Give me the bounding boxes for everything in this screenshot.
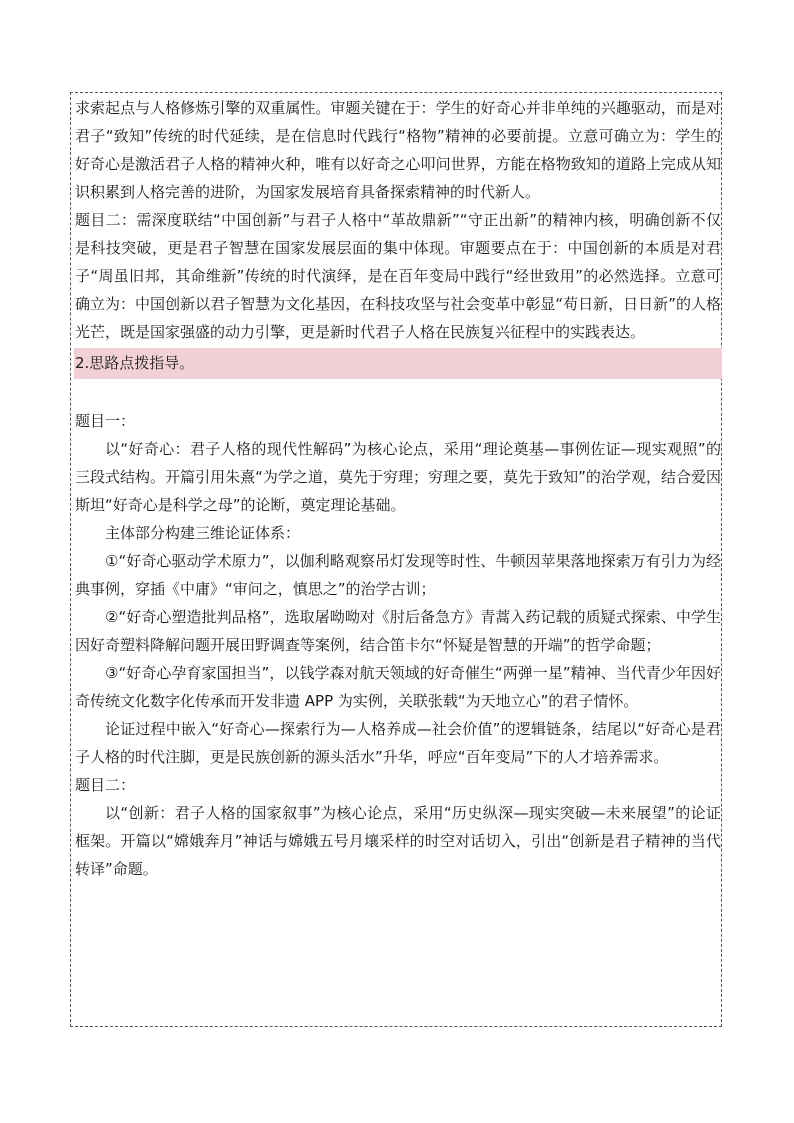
topic1-paragraph: 论证过程中嵌入“好奇心—探索行为—人格养成—社会价值”的逻辑链条，结尾以“好奇心是君子人格的时代注脚，更是民族创新的源头活水”升华，呼应“百年变局”下的人才培养需求。 xyxy=(75,720,721,766)
section-heading: 2.思路点拨指导。 xyxy=(75,354,195,372)
topic1-paragraph: 以“好奇心：君子人格的现代性解码”为核心论点，采用“理论奠基—事例佐证—现实观照”的三段式结构。开篇引用朱熹“为学之道，莫先于穷理；穷理之要，莫先于致知”的治学观，结合爱因斯坦“好奇心是科学之母”的论断，奠定理论基础。 xyxy=(75,440,721,514)
topic1-paragraph: 主体部分构建三维论证体系： xyxy=(105,524,301,542)
topic2-label: 题目二： xyxy=(75,776,136,794)
topic1-label: 题目一： xyxy=(75,412,136,430)
intent-paragraph-topic2: 题目二：需深度联结“中国创新”与君子人格中“革故鼎新”“守正出新”的精神内核，明确创新不仅是科技突破，更是君子智慧在国家发展层面的集中体现。审题要点在于：中国创新的本质是对君子“周虽旧邦，其命维新”传统的时代演绎，是在百年变局中践行“经世致用”的必然选择。立意可确立为：中国创新以君子智慧为文化基因，在科技攻坚与社会变革中彰显“苟日新，日日新”的人格光芒，既是国家强盛的动力引擎，更是新时代君子人格在民族复兴征程中的实践表达。 xyxy=(75,211,721,341)
intent-paragraph-topic1: 求索起点与人格修炼引擎的双重属性。审题关键在于：学生的好奇心并非单纯的兴趣驱动，而是对君子“致知”传统的时代延续，是在信息时代践行“格物”精神的必要前提。立意可确立为：学生的好奇心是激活君子人格的精神火种，唯有以好奇之心叩问世界，方能在格物致知的道路上完成从知识积累到人格完善的进阶，为国家发展培育具备探索精神的时代新人。 xyxy=(75,99,721,201)
topic1-paragraph: ②“好奇心塑造批判品格”，选取屠呦呦对《肘后备急方》青蒿入药记载的质疑式探索、中学生因好奇塑料降解问题开展田野调查等案例，结合笛卡尔“怀疑是智慧的开端”的哲学命题； xyxy=(75,608,721,654)
document-content xyxy=(75,94,721,883)
section-heading-band xyxy=(74,348,722,379)
blank-line xyxy=(75,383,721,407)
topic1-paragraph: ①“好奇心驱动学术原力”，以伽利略观察吊灯发现等时性、牛顿因苹果落地探索万有引力为经典事例，穿插《中庸》“审问之，慎思之”的治学古训； xyxy=(75,552,721,598)
topic1-paragraph: ③“好奇心孕育家国担当”，以钱学森对航天领域的好奇催生“两弹一星”精神、当代青少年因好奇传统文化数字化传承而开发非遗 APP 为实例，关联张载“为天地立心”的君子情怀。 xyxy=(75,664,721,710)
topic2-paragraph: 以“创新：君子人格的国家叙事”为核心论点，采用“历史纵深—现实突破—未来展望”的论证框架。开篇以“嫦娥奔月”神话与嫦娥五号月壤采样的时空对话切入，引出“创新是君子精神的当代转译”命题。 xyxy=(75,804,721,878)
